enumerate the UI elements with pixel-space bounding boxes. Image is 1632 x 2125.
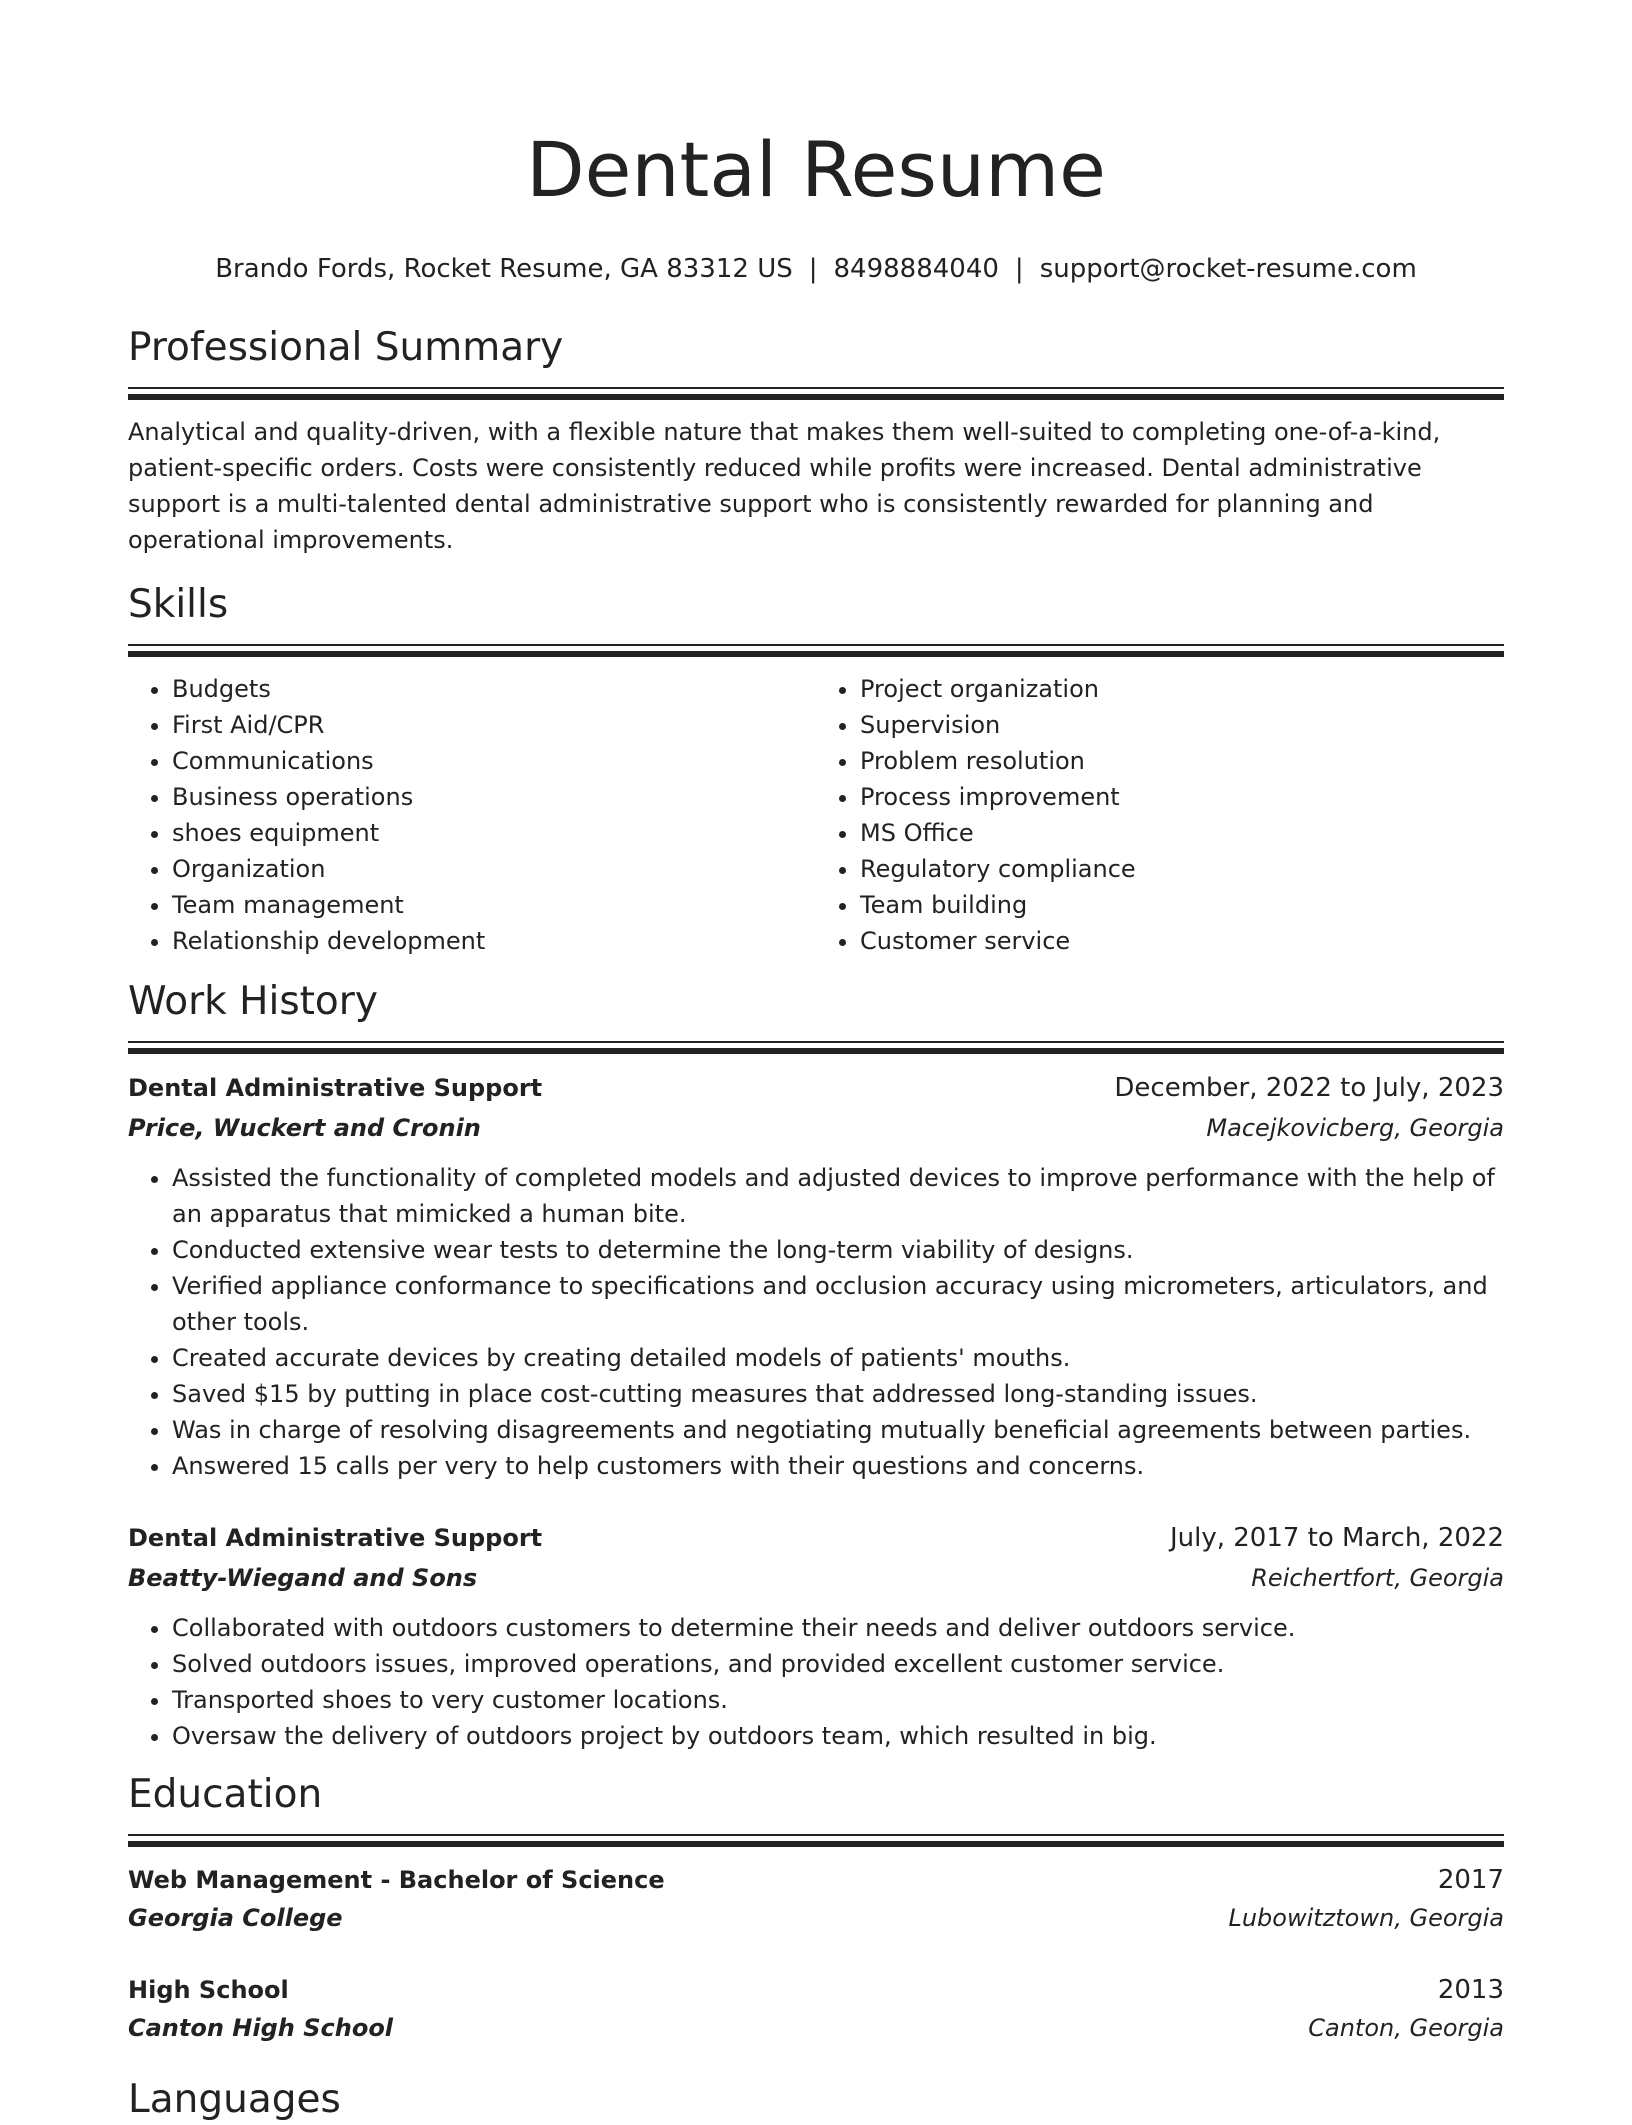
skill-item: • Regulatory compliance bbox=[860, 851, 1504, 887]
education-location: Canton, Georgia bbox=[1308, 2014, 1504, 2042]
job-entry bbox=[128, 1068, 1504, 1484]
education-header bbox=[128, 1971, 1504, 2009]
job-location: Reichertfort, Georgia bbox=[1251, 1564, 1504, 1592]
job-bullet: • Created accurate devices by creating detailed models of patients' mouths. bbox=[172, 1340, 1504, 1376]
skill-item: • Organization bbox=[172, 851, 816, 887]
contact-address: Brando Fords, Rocket Resume, GA 83312 US bbox=[215, 254, 793, 284]
education-entry bbox=[128, 1971, 1504, 2047]
job-entry bbox=[128, 1518, 1504, 1754]
job-dates: December, 2022 to July, 2023 bbox=[1114, 1073, 1504, 1103]
skills-heading: Skills bbox=[128, 582, 229, 627]
resume-title: Dental Resume bbox=[526, 125, 1106, 214]
skill-item: • Supervision bbox=[860, 707, 1504, 743]
summary-heading: Professional Summary bbox=[128, 325, 564, 370]
skills-list-right bbox=[816, 671, 1504, 959]
summary-text: Analytical and quality-driven, with a flexible nature that makes them well-suited to completing one-of-a-kind, patient-specific orders. Costs were consistently reduced while profits were increased. Dental administrative support is a multi-talented dental administrative support who is consistently rewarded for planning and operational improvements. bbox=[128, 418, 1441, 554]
job-header bbox=[128, 1068, 1504, 1108]
job-title: Dental Administrative Support bbox=[128, 1524, 543, 1552]
languages-heading: Languages bbox=[128, 2077, 341, 2122]
education-location: Lubowitztown, Georgia bbox=[1228, 1904, 1504, 1932]
skill-item: • Business operations bbox=[172, 779, 816, 815]
contact-separator: | bbox=[808, 254, 818, 284]
job-bullet: • Answered 15 calls per very to help customers with their questions and concerns. bbox=[172, 1448, 1504, 1484]
skill-item: • Customer service bbox=[860, 923, 1504, 959]
contact-email: support@rocket-resume.com bbox=[1039, 254, 1417, 284]
education-degree: Web Management - Bachelor of Science bbox=[128, 1866, 665, 1894]
contact-line bbox=[128, 252, 1504, 286]
education-header bbox=[128, 1861, 1504, 1899]
job-bullet: • Assisted the functionality of completed models and adjusted devices to improve performance with the help of an apparatus that mimicked a human bite. bbox=[172, 1160, 1504, 1232]
skill-item: • Problem resolution bbox=[860, 743, 1504, 779]
education-subheader bbox=[128, 1899, 1504, 1937]
job-company: Price, Wuckert and Cronin bbox=[128, 1114, 481, 1142]
job-location: Macejkovicberg, Georgia bbox=[1206, 1114, 1504, 1142]
job-subheader bbox=[128, 1108, 1504, 1148]
job-bullet: • Saved $15 by putting in place cost-cutting measures that addressed long-standing issues. bbox=[172, 1376, 1504, 1412]
skills-grid bbox=[128, 671, 1504, 959]
contact-separator: | bbox=[1014, 254, 1024, 284]
skill-item: • Team management bbox=[172, 887, 816, 923]
education-subheader bbox=[128, 2009, 1504, 2047]
education-section bbox=[128, 1770, 1504, 2047]
skill-item: • shoes equipment bbox=[172, 815, 816, 851]
skill-item: • MS Office bbox=[860, 815, 1504, 851]
skill-item: • First Aid/CPR bbox=[172, 707, 816, 743]
section-divider bbox=[128, 1041, 1504, 1054]
skill-item: • Process improvement bbox=[860, 779, 1504, 815]
education-school: Canton High School bbox=[128, 2014, 394, 2042]
section-divider bbox=[128, 387, 1504, 400]
skill-item: • Budgets bbox=[172, 671, 816, 707]
skill-item: • Team building bbox=[860, 887, 1504, 923]
education-heading: Education bbox=[128, 1772, 323, 1817]
job-header bbox=[128, 1518, 1504, 1558]
work-heading: Work History bbox=[128, 979, 378, 1024]
skill-item: • Communications bbox=[172, 743, 816, 779]
education-entry bbox=[128, 1861, 1504, 1937]
job-bullet: • Solved outdoors issues, improved operations, and provided excellent customer service. bbox=[172, 1646, 1504, 1682]
job-subheader bbox=[128, 1558, 1504, 1598]
job-bullets bbox=[128, 1160, 1504, 1484]
skills-list-left bbox=[128, 671, 816, 959]
education-degree: High School bbox=[128, 1976, 289, 2004]
skills-section bbox=[128, 580, 1504, 959]
job-bullet: • Collaborated with outdoors customers to determine their needs and deliver outdoors service. bbox=[172, 1610, 1504, 1646]
job-bullet: • Oversaw the delivery of outdoors project by outdoors team, which resulted in big. bbox=[172, 1718, 1504, 1754]
job-bullet: • Transported shoes to very customer locations. bbox=[172, 1682, 1504, 1718]
skill-item: • Relationship development bbox=[172, 923, 816, 959]
job-dates: July, 2017 to March, 2022 bbox=[1169, 1523, 1504, 1553]
job-bullet: • Conducted extensive wear tests to determine the long-term viability of designs. bbox=[172, 1232, 1504, 1268]
contact-phone: 8498884040 bbox=[833, 254, 999, 284]
section-divider bbox=[128, 644, 1504, 657]
job-company: Beatty-Wiegand and Sons bbox=[128, 1564, 478, 1592]
job-bullet: • Verified appliance conformance to specifications and occlusion accuracy using micrometers, articulators, and other tools. bbox=[172, 1268, 1504, 1340]
job-bullets bbox=[128, 1610, 1504, 1754]
education-year: 2017 bbox=[1437, 1865, 1504, 1895]
education-school: Georgia College bbox=[128, 1904, 343, 1932]
job-title: Dental Administrative Support bbox=[128, 1074, 543, 1102]
education-year: 2013 bbox=[1437, 1975, 1504, 2005]
job-bullet: • Was in charge of resolving disagreements and negotiating mutually beneficial agreements between parties. bbox=[172, 1412, 1504, 1448]
languages-section bbox=[128, 2075, 1504, 2125]
work-section bbox=[128, 977, 1504, 1754]
skill-item: • Project organization bbox=[860, 671, 1504, 707]
section-divider bbox=[128, 1834, 1504, 1847]
summary-section bbox=[128, 323, 1504, 558]
